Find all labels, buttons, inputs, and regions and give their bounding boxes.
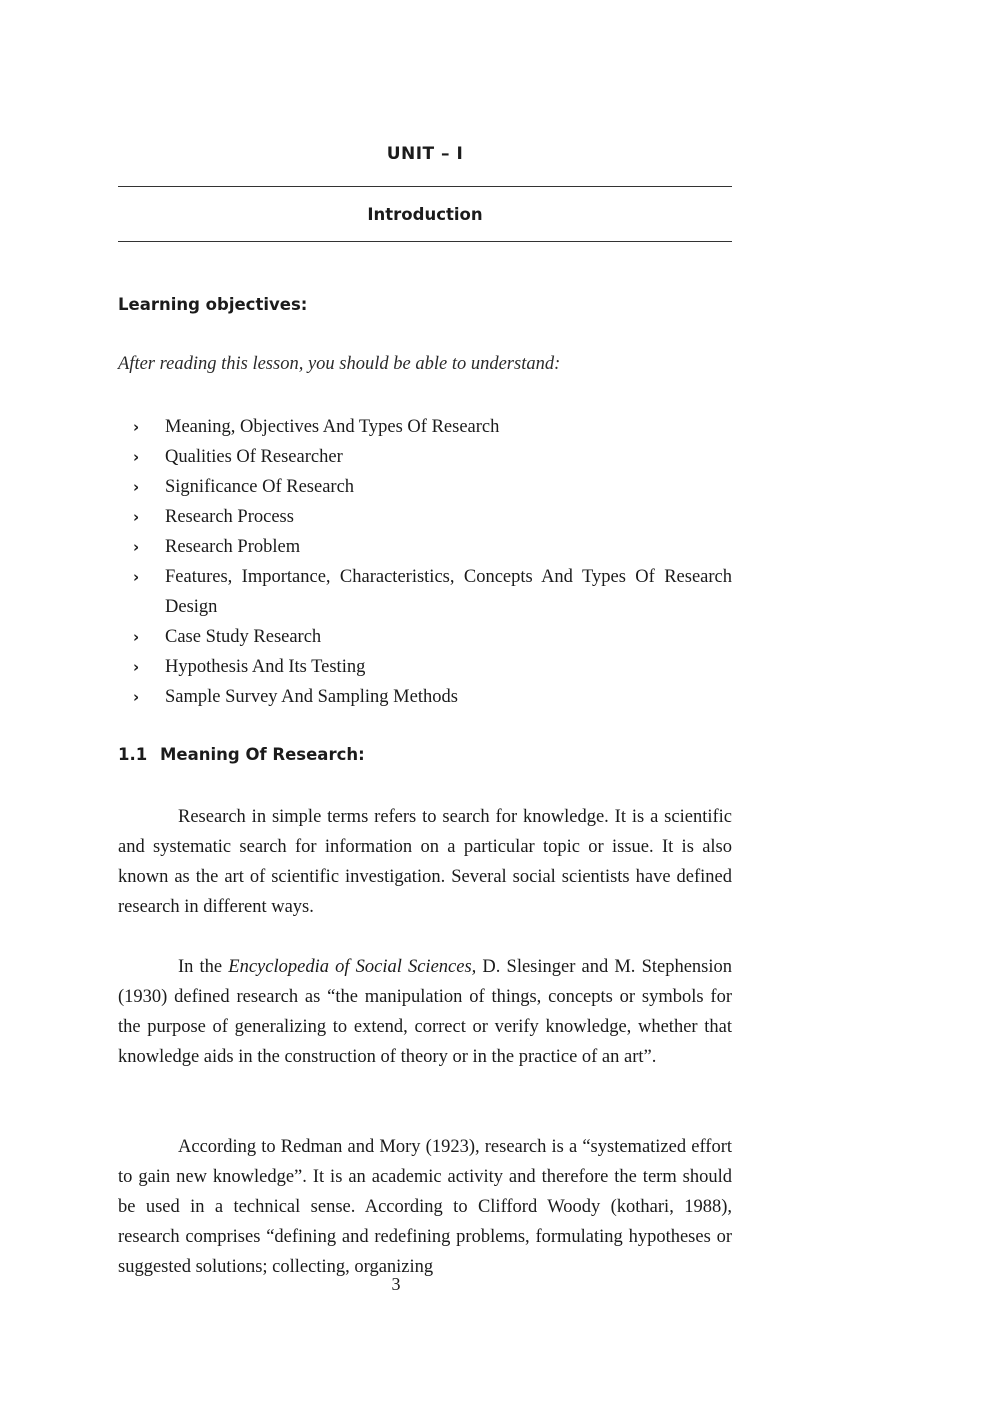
learning-objectives-heading: Learning objectives: [118, 295, 308, 314]
list-item: › Sample Survey And Sampling Methods [118, 682, 732, 712]
objectives-list [118, 412, 732, 712]
paragraph-3: According to Redman and Mory (1923), research is a “systematized effort to gain new knowledge”. It is an academic activity and therefore the term should be used in a technical sense. According to Clifford Woody (kothari, 1988), research comprises “defining and redefining problems, formulating hypotheses or suggested solutions; collecting, organizing [118, 1137, 732, 1277]
chevron-right-icon: › [133, 568, 140, 586]
list-item: › Significance Of Research [118, 472, 732, 502]
list-item: › Features, Importance, Characteristics, Concepts And Types Of Research Design [118, 562, 732, 622]
page-number: 3 [391, 1274, 401, 1294]
chevron-right-icon: › [133, 688, 140, 706]
list-item: › Research Process [118, 502, 732, 532]
paragraph-2: In the Encyclopedia of Social Sciences, D. Slesinger and M. Stephension (1930) defined research as “the manipulation of things, concepts or symbols for the purpose of generalizing to extend, correct or verify knowledge, whether that knowledge aids in the construction of theory or in the practice of an art”. [118, 957, 733, 1067]
list-item: › Hypothesis And Its Testing [118, 652, 732, 682]
section-heading-1-1 [118, 745, 365, 764]
chevron-right-icon: › [133, 658, 140, 676]
chevron-right-icon: › [133, 508, 140, 526]
learning-objectives-intro: After reading this lesson, you should be able to understand: [118, 354, 561, 374]
section-number: 1.1 [118, 745, 148, 764]
section-title: Introduction [367, 205, 483, 224]
book-title: Encyclopedia of Social Sciences, [228, 957, 477, 977]
list-item: › Case Study Research [118, 622, 732, 652]
list-item: › Qualities Of Researcher [118, 442, 732, 472]
list-item: › Research Problem [118, 532, 732, 562]
chevron-right-icon: › [133, 418, 140, 436]
chevron-right-icon: › [133, 448, 140, 466]
chevron-right-icon: › [133, 628, 140, 646]
unit-title: UNIT – I [386, 144, 464, 164]
chevron-right-icon: › [133, 538, 140, 556]
chevron-right-icon: › [133, 478, 140, 496]
paragraph-1: Research in simple terms refers to search for knowledge. It is a scientific and systematic search for information on a particular topic or issue. It is also known as the art of scientific investigation. Several social scientists have defined research in different ways. [118, 807, 732, 917]
section-heading-text: Meaning Of Research: [160, 745, 365, 764]
list-item: › Meaning, Objectives And Types Of Research [118, 412, 732, 442]
bottom-divider [118, 241, 732, 242]
top-divider [118, 186, 732, 187]
